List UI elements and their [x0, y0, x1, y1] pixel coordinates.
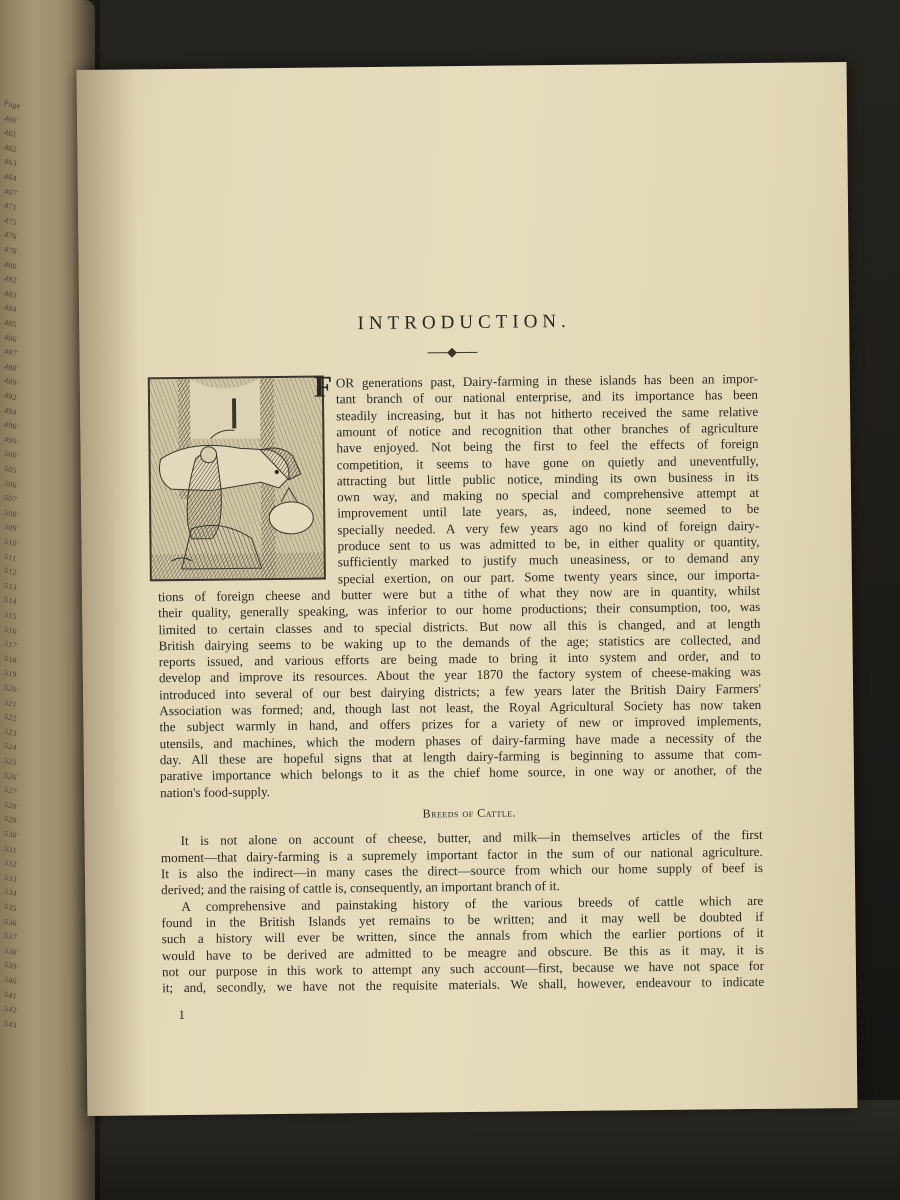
left-page-number: 522 [3, 711, 18, 724]
left-page-number: 512 [3, 565, 18, 578]
text-line: tant branch of our national enterprise, and its importance has been [335, 387, 759, 407]
left-page-number: 461 [3, 127, 18, 140]
text-line: limited to certain classes and to special districts. But now all this is changed, and at length [158, 615, 761, 637]
left-page-number: 509 [3, 522, 18, 534]
ornament-diamond [447, 348, 457, 358]
left-page-number: 476 [3, 230, 18, 242]
text-line: It is also the indirect—in many cases the direct—source from which our home supply of beef is [160, 859, 764, 882]
left-page-number: 488 [3, 361, 18, 374]
text-line: develop and improve its resources. About the year 1870 the factory system of cheese-making was [158, 664, 761, 686]
text-line: derived; and the raising of cattle is, consequently, an important branch of it. [161, 878, 560, 898]
drop-cap: F [313, 370, 333, 404]
text-line: sufficiently marked to justify much uneasiness, or to demand any [337, 550, 760, 570]
left-page-number: 471 [3, 200, 18, 213]
left-page-number: 542 [3, 1003, 18, 1016]
left-page-number: 526 [3, 770, 18, 782]
text-line: own way, and making no special and comprehensive attempt at [336, 485, 760, 505]
text-line: special exertion, on our part. Some twenty years since, our importa- [337, 566, 760, 586]
text-line: steadily increasing, but it has not hitherto received the same relative [336, 403, 759, 423]
text-line: reports issued, and various efforts are being made to bring it into system and order, and to [158, 648, 761, 670]
text-line: improvement until late years, as, indeed, none seemed to be [337, 501, 760, 521]
text-line: OR generations past, Dairy-farming in these islands has been an impor- [335, 370, 758, 391]
left-page-number: 492 [3, 390, 18, 403]
text-line: parative importance which belongs to it as the chief home source, in one way or another, of the [159, 762, 762, 784]
left-page-number: 536 [3, 916, 18, 928]
left-page-number: 486 [3, 332, 18, 344]
left-page-number: 508 [3, 507, 18, 520]
left-page-number: 541 [3, 989, 18, 1001]
text-line: specially needed. A very few years ago no kind of foreign dairy- [337, 517, 760, 538]
left-page-number: 506 [3, 478, 18, 490]
left-page-number: 513 [3, 580, 18, 593]
page-title: INTRODUCTION. [357, 310, 571, 335]
text-line: day. All these are hopeful signs that at length dairy-farming is beginning to assume that com- [159, 745, 762, 768]
text-line: such a history will ever be written, since the annals from which the earlier portions of it [161, 925, 764, 947]
left-page-number: 531 [3, 843, 18, 855]
left-page-number: 475 [3, 215, 18, 228]
text-line: amount of notice and recognition that other branches of agriculture [336, 419, 759, 440]
text-line: tions of foreign cheese and butter were but a tithe of what they now are in quantity, whilst [157, 582, 761, 605]
left-page-number: 543 [3, 1018, 18, 1031]
left-page-number: 528 [3, 799, 18, 812]
left-page-number: Page [3, 98, 22, 111]
text-line: nation's food-supply. [160, 783, 271, 800]
text-line: would have to be derived are admitted to be meagre and obscure. Be this as it may, it is [161, 941, 764, 963]
left-page-number: 463 [3, 157, 18, 169]
left-page-number: 482 [3, 273, 18, 286]
left-page-number: 499 [3, 434, 18, 447]
left-page-number: 532 [3, 857, 18, 870]
left-page-number: 485 [3, 317, 18, 330]
text-line: moment—that dairy-farming is a supremely important factor in the sum of our national agriculture. [160, 843, 763, 865]
left-page-number: 516 [3, 624, 18, 636]
text-line: utensils, and machines, which the modern phases of dairy-farming have made a necessity of the [159, 729, 762, 751]
engraved-illustration-milkmaid-cows [148, 375, 326, 581]
book-lower-edge [60, 1100, 900, 1200]
left-page-number: 462 [3, 142, 18, 155]
text-line: Association was formed; and, though last not least, the Royal Agricultural Society has now taken [159, 696, 762, 719]
left-page-number: 505 [3, 463, 18, 476]
engraving-drawing [150, 378, 324, 580]
left-page-number: 538 [3, 945, 18, 958]
left-page-number: 520 [3, 682, 18, 695]
left-page-number: 478 [3, 244, 18, 257]
left-page-number: 494 [3, 405, 18, 417]
left-page-number: 514 [3, 595, 18, 607]
text-line: found in the British Islands yet remains to be written; and it may well be doubted if [161, 908, 764, 931]
left-page-number: 507 [3, 492, 18, 505]
left-page-number: 534 [3, 887, 18, 899]
text-line: introduced into several of our best dairying districts; a few years later the British Dairy Farmers' [159, 680, 762, 702]
text-line: not our purpose in this work to attempt any such account—first, because we have not space for [161, 957, 765, 980]
left-page-number: 521 [3, 697, 18, 709]
text-line: the subject warmly in hand, and offers prizes for a variety of new or improved implements, [159, 713, 762, 735]
left-page-number: 489 [3, 376, 18, 388]
left-page-number: 530 [3, 828, 18, 841]
left-page-number: 500 [3, 449, 18, 461]
section-heading-breeds: Breeds of Cattle. [422, 805, 517, 821]
left-page-number: 487 [3, 346, 18, 359]
text-line: have enjoyed. Not being the first to feel the effects of foreign [336, 436, 759, 456]
left-page-number: 517 [3, 638, 18, 651]
left-page-number: 535 [3, 901, 18, 914]
left-page-number: 525 [3, 755, 18, 768]
left-page-number: 484 [3, 303, 18, 315]
left-page-number: 464 [3, 171, 18, 184]
left-page-number: 510 [3, 536, 18, 549]
left-page-number: 480 [3, 259, 18, 271]
text-line: attracting but little public notice, minding its own business in its [336, 468, 759, 489]
left-page-number: 537 [3, 930, 18, 943]
text-line: competition, it seems to have gone on quietly and uneventfully, [336, 452, 759, 472]
left-page-number: 467 [3, 186, 18, 198]
page-number: 1 [178, 1006, 186, 1023]
left-page-number: 511 [3, 551, 18, 563]
text-line: their quality, generally speaking, was inferior to our home productions; their consumption, too, was [158, 599, 761, 621]
left-page-number: 527 [3, 784, 18, 797]
left-page-number: 483 [3, 288, 18, 301]
text-line: A comprehensive and painstaking history of the various breeds of cattle which are [181, 892, 764, 914]
text-line: British dairying seems to be waking up to the demands of the age; statistics are collected, and [158, 631, 761, 654]
book-page [77, 62, 858, 1116]
left-page-number: 496 [3, 419, 18, 432]
left-page-number: 539 [3, 960, 18, 972]
text-line: It is not alone on account of cheese, butter, and milk—in themselves articles of the first [180, 827, 763, 849]
left-page-number: 524 [3, 741, 18, 753]
text-line: produce sent to us was admitted to be, in either quality or quantity, [337, 533, 760, 554]
left-page-number: 533 [3, 872, 18, 885]
left-page-number: 523 [3, 726, 18, 739]
left-page-number: 540 [3, 974, 18, 987]
page-gutter-shade [77, 69, 148, 1116]
left-page-number: 519 [3, 668, 18, 680]
left-page-number: 529 [3, 814, 18, 826]
left-page-number: 518 [3, 653, 18, 666]
left-page-number: 460 [3, 113, 18, 125]
text-line: it; and, secondly, we have not the requisite materials. We shall, however, endeavour to indicate [162, 974, 765, 996]
left-page-number: 515 [3, 609, 18, 622]
